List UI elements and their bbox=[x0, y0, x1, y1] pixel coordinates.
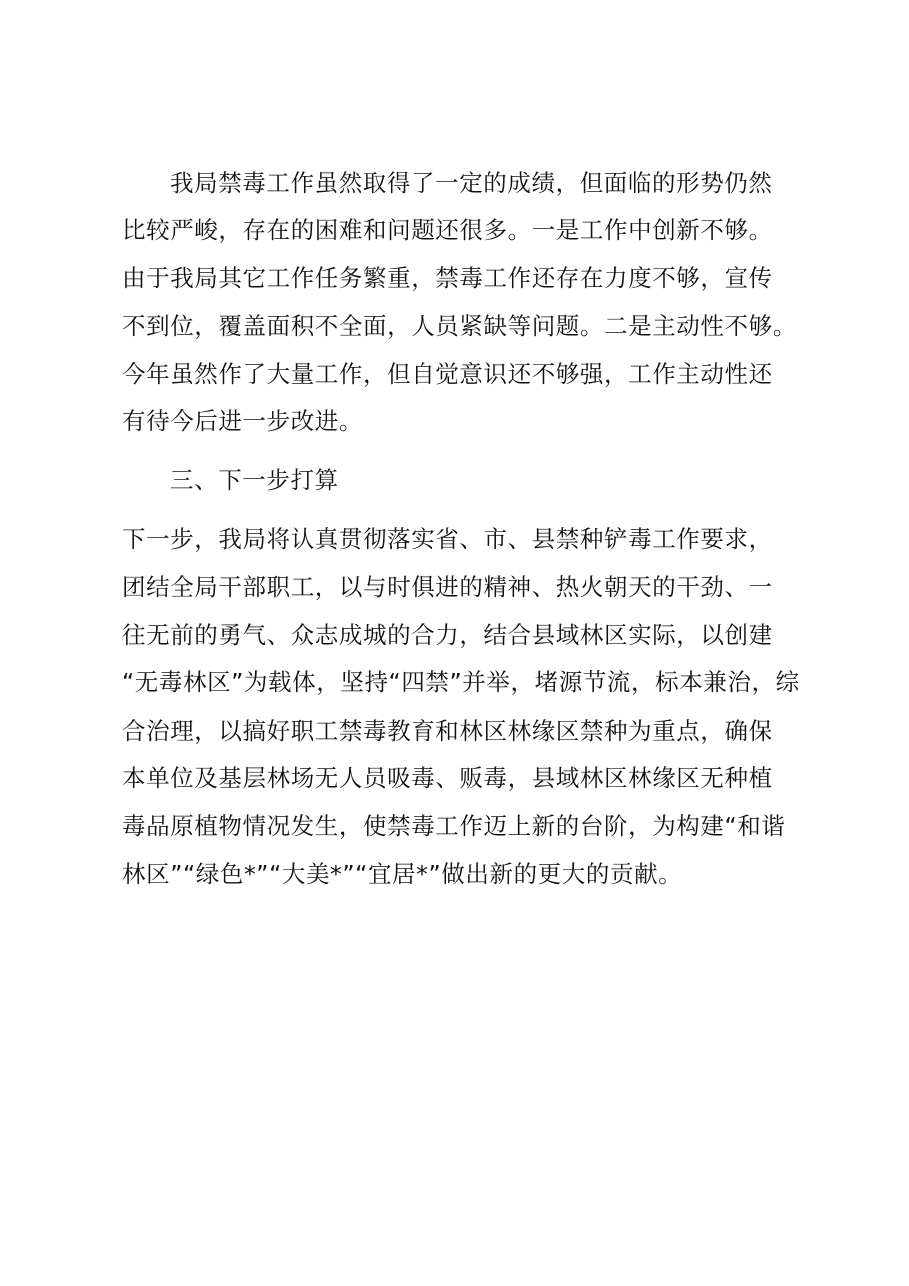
paragraph-2-line-7: 毒品原植物情况发生，使禁毒工作迈上新的台阶，为构建“和谐 bbox=[122, 812, 786, 840]
paragraph-2-line-2: 团结全局干部职工，以与时俱进的精神、热火朝天的干劲、一 bbox=[122, 573, 773, 601]
paragraph-1-line-5: 今年虽然作了大量工作，但自觉意识还不够强，工作主动性还 bbox=[122, 360, 773, 388]
paragraph-2-line-4: “无毒林区”为载体，坚持“四禁”并举，堵源节流，标本兼治，综 bbox=[122, 668, 800, 696]
paragraph-1-line-4: 不到位，覆盖面积不全面，人员紧缺等问题。二是主动性不够。 bbox=[122, 312, 797, 340]
paragraph-2-line-5: 合治理，以搞好职工禁毒教育和林区林缘区禁种为重点，确保 bbox=[122, 717, 773, 745]
section-heading-3: 三、下一步打算 bbox=[170, 466, 339, 494]
paragraph-2-line-1: 下一步，我局将认真贯彻落实省、市、县禁种铲毒工作要求， bbox=[122, 525, 773, 553]
paragraph-1-line-6: 有待今后进一步改进。 bbox=[122, 407, 363, 435]
paragraph-1-line-3: 由于我局其它工作任务繁重，禁毒工作还存在力度不够，宣传 bbox=[122, 264, 773, 292]
paragraph-2-line-8: 林区”“绿色*”“大美*”“宜居*”做出新的更大的贡献。 bbox=[122, 860, 683, 888]
paragraph-1-line-2: 比较严峻，存在的困难和问题还很多。一是工作中创新不够。 bbox=[122, 216, 773, 244]
paragraph-1-line-1: 我局禁毒工作虽然取得了一定的成绩，但面临的形势仍然 bbox=[170, 169, 773, 197]
paragraph-2-line-6: 本单位及基层林场无人员吸毒、贩毒，县域林区林缘区无种植 bbox=[122, 764, 773, 792]
paragraph-2-line-3: 往无前的勇气、众志成城的合力，结合县域林区实际，以创建 bbox=[122, 621, 773, 649]
